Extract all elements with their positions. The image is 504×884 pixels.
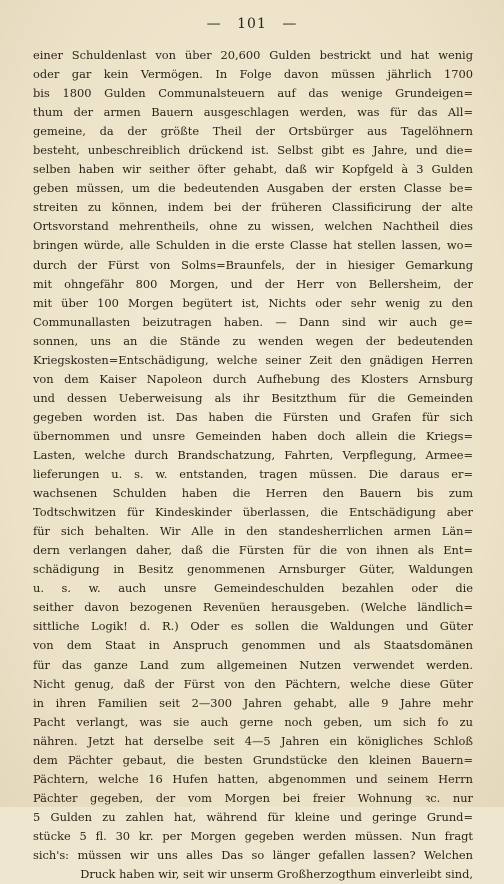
text-line: seither davon bezogenen Revenüen herausgeben. (Welche ländlich= xyxy=(33,600,473,615)
text-line: wachsenen Schulden haben die Herren den Bauern bis zum xyxy=(33,486,473,501)
text-line: oder gar kein Vermögen. In Folge davon müssen jährlich 1700 xyxy=(33,67,473,82)
text-line: nähren. Jetzt hat derselbe seit 4—5 Jahren ein königliches Schloß xyxy=(33,733,473,748)
text-line: u. s. w. auch unsre Gemeindeschulden bezahlen oder die xyxy=(33,581,473,596)
text-line: von dem Staat in Anspruch genommen und als Staatsdomänen xyxy=(33,638,473,653)
text-line: thum der armen Bauern ausgeschlagen werden, was für das All= xyxy=(33,105,473,120)
text-line: besteht, unbeschreiblich drückend ist. Selbst gibt es Jahre, und die= xyxy=(33,143,473,158)
text-line: Pächtern, welche 16 Hufen hatten, abgenommen und seinem Herrn xyxy=(33,771,473,786)
text-line: geben müssen, um die bedeutenden Ausgaben der ersten Classe be= xyxy=(33,181,473,196)
text-line: mit ohngefähr 800 Morgen, und der Herr von Bellersheim, der xyxy=(33,276,473,291)
text-line: 5 Gulden zu zahlen hat, während für kleine und geringe Grund= xyxy=(33,809,473,824)
text-line: stücke 5 fl. 30 kr. per Morgen gegeben werden müssen. Nun fragt xyxy=(33,828,473,843)
text-line: Ortsvorstand mehrentheils, ohne zu wissen, welchen Nachtheil dies xyxy=(33,219,473,234)
text-line: mit über 100 Morgen begütert ist, Nichts oder sehr wenig zu den xyxy=(33,295,473,310)
text-line: Nicht genug, daß der Fürst von den Pächtern, welche diese Güter xyxy=(33,676,473,691)
text-line: selben haben wir seither öfter gehabt, daß wir Kopfgeld à 3 Gulden xyxy=(33,162,473,177)
text-line: für das ganze Land zum allgemeinen Nutzen verwendet werden. xyxy=(33,657,473,672)
text-line: sich's: müssen wir uns alles Das so länger gefallen lassen? Welchen xyxy=(33,847,473,862)
text-line: Kriegskosten=Entschädigung, welche seiner Zeit den gnädigen Herren xyxy=(33,352,473,367)
text-line: dem Pächter gebaut, die besten Grundstücke den kleinen Bauern= xyxy=(33,752,473,767)
text-line: für sich behalten. Wir Alle in den standesherrlichen armen Län= xyxy=(33,524,473,539)
text-line: bringen würde, alle Schulden in die erste Classe hat stellen lassen, wo= xyxy=(33,238,473,253)
text-line: schädigung in Besitz genommenen Arnsburger Güter, Waldungen xyxy=(33,562,473,577)
text-line: Communallasten beizutragen haben. — Dann sind wir auch ge= xyxy=(33,314,473,329)
text-line: Pächter gegeben, der vom Morgen bei freier Wohnung ꝛc. nur xyxy=(33,790,473,805)
text-line: sonnen, uns an die Stände zu wenden wegen der bedeutenden xyxy=(33,333,473,348)
text-line: Pacht verlangt, was sie auch gerne noch geben, um sich fo zu xyxy=(33,714,473,729)
header-dash-left: — xyxy=(206,16,222,32)
text-line: bis 1800 Gulden Communalsteuern auf das wenige Grundeigen= xyxy=(33,86,473,101)
page-header xyxy=(0,16,504,32)
header-dash-right: — xyxy=(282,16,298,32)
body-text xyxy=(33,46,473,884)
text-line: in ihren Familien seit 2—300 Jahren gehabt, alle 9 Jahre mehr xyxy=(33,695,473,710)
text-line: Lasten, welche durch Brandschatzung, Fahrten, Verpflegung, Armee= xyxy=(33,447,473,462)
text-line: gegeben worden ist. Das haben die Fürsten und Grafen für sich xyxy=(33,409,473,424)
text-line: gemeine, da der größte Theil der Ortsbürger aus Tagelöhnern xyxy=(33,124,473,139)
text-line: Todtschwitzen für Kindeskinder überlassen, die Entschädigung aber xyxy=(33,505,473,520)
text-line: übernommen und unsre Gemeinden haben doch allein die Kriegs= xyxy=(33,428,473,443)
text-line: sittliche Logik! d. R.) Oder es sollen die Waldungen und Güter xyxy=(33,619,473,634)
text-line: lieferungen u. s. w. entstanden, tragen müssen. Die daraus er= xyxy=(33,467,473,482)
text-line: durch der Fürst von Solms=Braunfels, der in hiesiger Gemarkung xyxy=(33,257,473,272)
text-line: dern verlangen daher, daß die Fürsten für die von ihnen als Ent= xyxy=(33,543,473,558)
text-line: Druck haben wir, seit wir unserm Großherzogthum einverleibt sind, xyxy=(80,867,473,882)
text-line: und dessen Ueberweisung als ihr Besitzthum für die Gemeinden xyxy=(33,390,473,405)
text-line: von dem Kaiser Napoleon durch Aufhebung des Klosters Arnsburg xyxy=(33,371,473,386)
text-line: streiten zu können, indem bei der früheren Classificirung der alte xyxy=(33,200,473,215)
page-number: 101 xyxy=(237,16,267,32)
text-line: einer Schuldenlast von über 20,600 Gulden bestrickt und hat wenig xyxy=(33,48,473,62)
